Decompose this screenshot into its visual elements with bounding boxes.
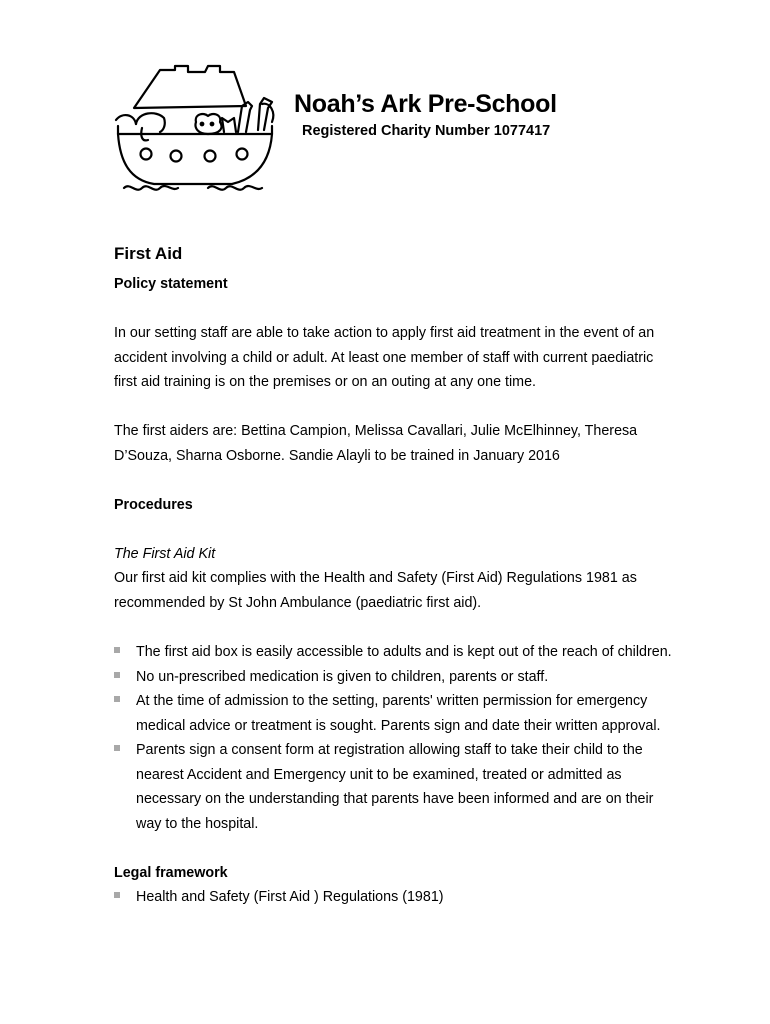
legal-framework-heading: Legal framework [114,865,228,881]
waves [124,186,262,190]
bullet-icon [114,672,120,678]
policy-statement-heading: Policy statement [114,276,228,292]
school-name: Noah’s Ark Pre-School [294,90,557,118]
bullet-text: At the time of admission to the setting, parents' written permission for emergency [136,693,648,709]
bullet-text: necessary on the understanding that parents have been informed and are on their [136,791,654,807]
first-aid-kit-heading: The First Aid Kit [114,546,216,562]
bullet-icon [114,745,120,751]
bear [196,114,222,134]
ark-hull [118,134,272,184]
first-aiders-line: D’Souza, Sharna Osborne. Sandie Alayli to be trained in January 2016 [114,448,560,464]
elephant [136,113,165,140]
kit-line: recommended by St John Ambulance (paediatric first aid). [114,595,482,611]
ark-roof [134,66,246,108]
bullet-text: Health and Safety (First Aid ) Regulations (1981) [136,889,444,905]
bullet-text: nearest Accident and Emergency unit to be examined, treated or admitted as [136,767,622,783]
policy-line: first aid training is on the premises or on an outing at any one time. [114,374,536,390]
bullet-text: No un-prescribed medication is given to children, parents or staff. [136,669,549,685]
cat [222,118,236,132]
kit-line: Our first aid kit complies with the Health and Safety (First Aid) Regulations 1981 as [114,570,637,586]
bullet-text: medical advice or treatment is sought. Parents sign and date their written approval. [136,718,661,734]
bullet-icon [114,647,120,653]
bullet-icon [114,696,120,702]
policy-line: In our setting staff are able to take action to apply first aid treatment in the event of an [114,325,655,341]
charity-number: Registered Charity Number 1077417 [302,123,551,139]
bullet-text: Parents sign a consent form at registration allowing staff to take their child to the [136,742,643,758]
bullet-text: way to the hospital. [136,816,259,832]
bullet-icon [114,892,120,898]
policy-line: accident involving a child or adult. At least one member of staff with current paediatric [114,350,654,366]
noahs-ark-logo [112,62,284,194]
bullet-text: The first aid box is easily accessible to adults and is kept out of the reach of children. [136,644,672,660]
first-aiders-line: The first aiders are: Bettina Campion, Melissa Cavallari, Julie McElhinney, Theresa [114,423,638,439]
procedures-heading: Procedures [114,497,193,513]
document-title: First Aid [114,244,183,263]
